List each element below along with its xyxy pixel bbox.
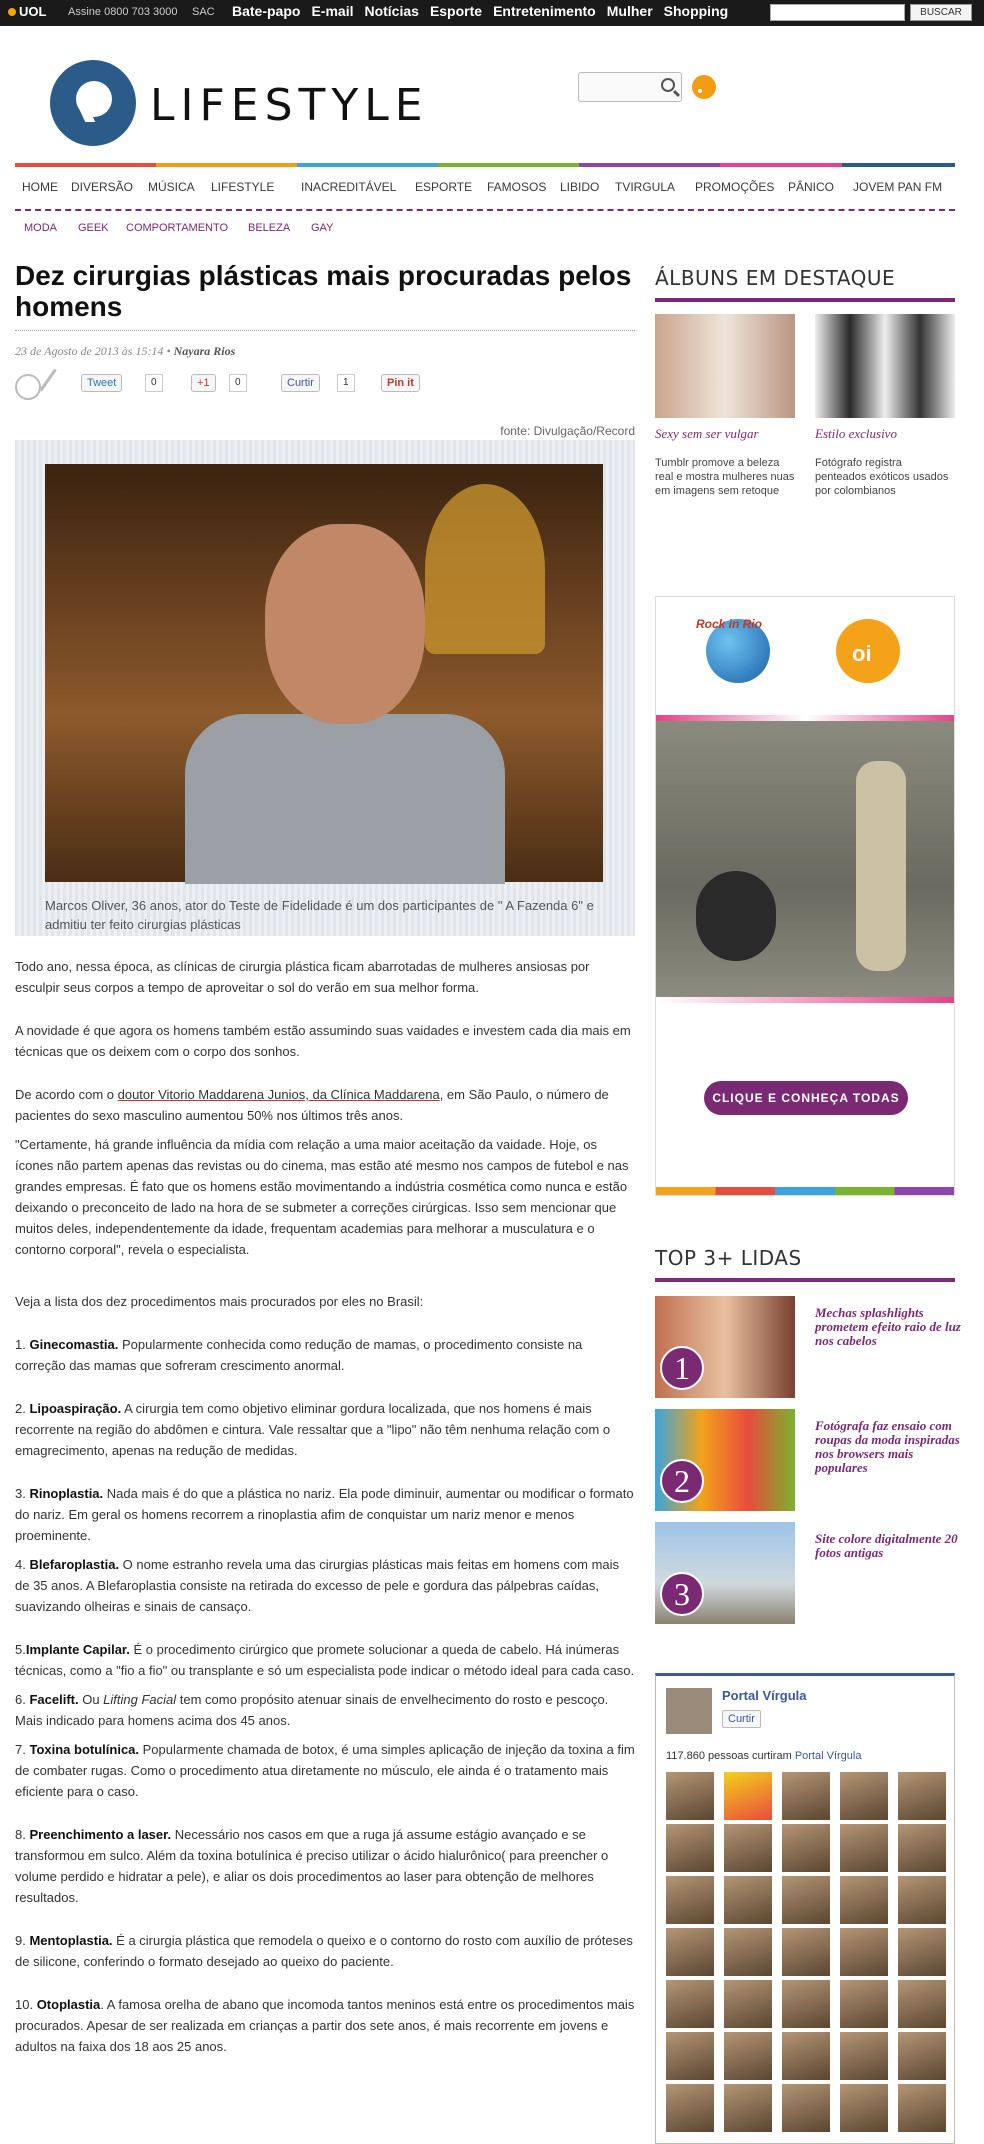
album-description: Fotógrafo registra penteados exóticos usados por colombianos xyxy=(815,457,949,497)
paragraph-text: De acordo com o xyxy=(15,1087,118,1102)
facebook-curtir-button[interactable]: Curtir xyxy=(722,1710,761,1728)
list-item xyxy=(15,1398,635,1461)
fan-avatar[interactable] xyxy=(898,1876,946,1924)
uol-phone[interactable]: Assine 0800 703 3000 xyxy=(68,6,178,18)
nav-color-rule xyxy=(15,163,955,167)
item-name: Implante Capilar. xyxy=(25,1642,130,1657)
nav-item-inacreditavel[interactable]: INACREDITÁVEL xyxy=(301,180,397,194)
rss-icon[interactable] xyxy=(692,75,716,99)
top3-heading-rule xyxy=(655,1278,955,1282)
lifestyle-logo-text[interactable]: LIFESTYLE xyxy=(150,80,429,131)
uol-nav-mulher[interactable]: Mulher xyxy=(606,3,653,19)
list-item xyxy=(15,1554,635,1617)
paragraph-text: , em São Paulo, o número de pacientes do sexo masculino aumentou 50% nos últimos três anos. xyxy=(15,1087,609,1123)
nav-item-famosos[interactable]: FAMOSOS xyxy=(487,180,547,194)
fan-avatar[interactable] xyxy=(782,1876,830,1924)
fan-avatar[interactable] xyxy=(840,1824,888,1872)
fan-avatar[interactable] xyxy=(782,1928,830,1976)
item-text: Popularmente conhecida como redução de mamas, o procedimento consiste na correção das mamas que sofreram crescimento anormal. xyxy=(15,1337,583,1373)
likes-count xyxy=(666,1750,861,1762)
uol-nav-esporte[interactable]: Esporte xyxy=(429,3,483,19)
title-divider xyxy=(15,330,635,331)
top3-rank: 1 xyxy=(660,1346,704,1390)
nav-item-panico[interactable]: PÂNICO xyxy=(788,180,835,194)
album-title[interactable]: Sexy sem ser vulgar xyxy=(655,426,759,441)
fan-avatar[interactable] xyxy=(724,1928,772,1976)
list-item xyxy=(15,1824,635,1908)
clinic-link[interactable]: doutor Vitorio Maddarena Junios, da Clínica Maddarena xyxy=(117,1087,440,1102)
fan-avatar[interactable] xyxy=(782,1980,830,2028)
item-name: Otoplastia xyxy=(36,1997,101,2012)
uol-nav xyxy=(232,3,739,19)
nav-item-tvirgula[interactable]: TVIRGULA xyxy=(615,180,676,194)
fan-avatar[interactable] xyxy=(782,1772,830,1820)
fan-avatar[interactable] xyxy=(666,1928,714,1976)
item-number: 6. xyxy=(15,1692,30,1707)
item-name: Preenchimento a laser. xyxy=(29,1827,172,1842)
uol-sac-link[interactable]: SAC xyxy=(192,6,215,18)
facebook-like-box xyxy=(655,1673,955,2144)
item-text: Nada mais é do que a plástica no nariz. Ela pode diminuir, aumentar ou modificar o formato do nariz. Em geral os homens recorrem a rinoplastia afim de conquistar um nariz menor e menos proeminente. xyxy=(15,1486,634,1543)
ad-concert-photo xyxy=(656,721,954,997)
paragraph: Todo ano, nessa época, as clínicas de cirurgia plástica ficam abarrotadas de mulheres ansiosas por esculpir seus corpos a tempo de aproveitar o sol do verão em sua melhor forma. xyxy=(15,959,590,995)
lifestyle-logo-icon[interactable] xyxy=(50,60,136,146)
list-item xyxy=(15,1930,635,1972)
facebook-like-button[interactable]: Curtir xyxy=(281,374,320,392)
fan-avatar[interactable] xyxy=(782,2084,830,2132)
item-text: A cirurgia tem como objetivo eliminar gordura localizada, que nos homens é mais recorrente na região do abdômen e cintura. Vale ressaltar que a "lipo" não têm nenhuma relação com o emagrecimento, apenas na redução de medidas. xyxy=(15,1401,611,1458)
fan-avatar[interactable] xyxy=(898,1980,946,2028)
likes-page-link[interactable]: Portal Vírgula xyxy=(794,1750,862,1762)
fan-avatar[interactable] xyxy=(840,1928,888,1976)
item-number: 5. xyxy=(15,1642,26,1657)
fan-avatar[interactable] xyxy=(782,2032,830,2080)
item-number: 4. xyxy=(15,1557,30,1572)
ad-band xyxy=(656,997,954,1003)
article-body xyxy=(15,956,635,2071)
list-item xyxy=(15,1639,635,1681)
nav-item-diversao[interactable]: DIVERSÃO xyxy=(71,180,134,194)
fan-avatar[interactable] xyxy=(782,1824,830,1872)
item-text: . A famosa orelha de abano que incomoda tantos meninos está entre os procedimentos mais procurados. Apesar de ser realizada em crianças a partir dos sete anos, é mais recorrente em jovens e adultos na faixa dos 18 aos 25 anos. xyxy=(15,1997,635,2054)
list-item xyxy=(15,1483,635,1546)
item-text: O nome estranho revela uma das cirurgias plásticas mais feitas em homens com mais de 35 anos. A Blefaroplastia consiste na retirada do excesso de pele e gordura das pálpebras caídas, suavizando olheiras e sinais de cansaço. xyxy=(15,1557,620,1614)
item-text: É a cirurgia plástica que remodela o queixo e o contorno do rosto com auxílio de próteses de silicone, conferindo o formato desejado ao queixo do paciente. xyxy=(15,1933,633,1969)
paragraph: "Certamente, há grande influência da mídia com relação a uma maior aceitação da vaidade. Hoje, os ícones não partem apenas das revistas ou do cinema, mas estão até mesmo nos campos de futebol e nas grandes empresas. É fato que os homens estão movimentando a indústria cosmética como nunca e estão deixando o preconceito de lado na hora de se submeter a correções cirúrgicas. Isso sem mencionar que muitos deles, independentemente da idade, frequentam academias para melhorar a musculatura e o contorno corporal", revela o especialista. xyxy=(15,1137,629,1257)
fan-avatar[interactable] xyxy=(666,2032,714,2080)
fan-avatar[interactable] xyxy=(898,1772,946,1820)
photo-statue xyxy=(425,484,545,654)
item-number: 2. xyxy=(15,1401,30,1416)
share-bar xyxy=(15,370,635,400)
nav-item-musica[interactable]: MÚSICA xyxy=(148,180,195,194)
uol-nav-entretenimento[interactable]: Entretenimento xyxy=(493,3,596,19)
fan-avatar[interactable] xyxy=(724,1772,772,1820)
pinit-button[interactable]: Pin it xyxy=(381,374,420,392)
nav-item-promocoes[interactable]: PROMOÇÕES xyxy=(695,180,775,194)
item-number: 8. xyxy=(15,1827,30,1842)
nav-item-jovem-pan-fm[interactable]: JOVEM PAN FM xyxy=(853,180,943,194)
albums-heading: ÁLBUNS EM DESTAQUE xyxy=(655,266,896,290)
uol-top-bar xyxy=(0,0,984,26)
uol-nav-noticias[interactable]: Notícias xyxy=(364,3,419,19)
oi-logo: oi xyxy=(852,641,872,666)
photo-source: fonte: Divulgação/Record xyxy=(500,424,635,438)
top3-heading: TOP 3+ LIDAS xyxy=(655,1246,802,1270)
item-text: Necessário nos casos em que a ruga já assume estágio avançado e se transformou em sulco. Além da toxina botulínica é preciso utilizar o ácido hialurônico( para preencher o volume perdido e hidratar a pele), e aliar os dois procedimentos ao laser para obtenção de melhores resultados. xyxy=(15,1827,609,1905)
fan-avatar[interactable] xyxy=(724,1876,772,1924)
item-name: Facelift. xyxy=(29,1692,79,1707)
tweet-count: 0 xyxy=(145,374,163,392)
fan-avatar[interactable] xyxy=(666,2084,714,2132)
uol-search-button[interactable]: BUSCAR xyxy=(910,4,972,21)
fan-avatar[interactable] xyxy=(840,1772,888,1820)
paragraph: A novidade é que agora os homens também estão assumindo suas vaidades e investem cada dia mais em técnicas que os deixem com o corpo dos sonhos. xyxy=(15,1023,631,1059)
primary-nav xyxy=(15,178,955,200)
album-thumb[interactable] xyxy=(815,314,955,418)
fan-avatar[interactable] xyxy=(840,1876,888,1924)
item-number: 7. xyxy=(15,1742,30,1757)
albums-heading-rule xyxy=(655,298,955,302)
fan-avatar[interactable] xyxy=(898,1928,946,1976)
rock-in-rio-logo: Rock in Rio xyxy=(696,617,763,631)
nav-item-home[interactable]: HOME xyxy=(22,180,58,194)
tweet-button[interactable]: Tweet xyxy=(81,374,122,392)
article-photo-frame xyxy=(15,440,635,936)
link-icon[interactable] xyxy=(39,369,70,402)
fan-avatar[interactable] xyxy=(724,1980,772,2028)
top3-title[interactable]: Site colore digitalmente 20 fotos antigas xyxy=(815,1531,958,1560)
likes-count-text: 117.860 pessoas curtiram xyxy=(666,1750,795,1762)
nav-item-esporte[interactable]: ESPORTE xyxy=(415,180,473,194)
album-title[interactable]: Estilo exclusivo xyxy=(815,426,897,441)
fan-avatar[interactable] xyxy=(840,2084,888,2132)
ad-color-band xyxy=(656,1187,954,1195)
fan-avatar[interactable] xyxy=(840,2032,888,2080)
facebook-like-count: 1 xyxy=(337,374,355,392)
drum-kit xyxy=(696,871,776,961)
ad-cta-button[interactable]: CLIQUE E CONHEÇA TODAS xyxy=(704,1081,908,1115)
top3-rank: 2 xyxy=(660,1459,704,1503)
item-name: Toxina botulínica. xyxy=(29,1742,140,1757)
item-name: Ginecomastia. xyxy=(29,1337,119,1352)
uol-nav-email[interactable]: E-mail xyxy=(311,3,354,19)
fan-avatar[interactable] xyxy=(724,2032,772,2080)
uol-logo[interactable] xyxy=(8,4,46,19)
top3-title[interactable]: Fotógrafa faz ensaio com roupas da moda inspiradas nos browsers mais populares xyxy=(815,1418,960,1475)
fan-avatar[interactable] xyxy=(666,1980,714,2028)
gplus-count: 0 xyxy=(229,374,247,392)
top3-title[interactable]: Mechas splashlights prometem efeito raio de luz nos cabelos xyxy=(815,1305,961,1348)
uol-logo-text: UOL xyxy=(19,4,47,19)
nav-divider xyxy=(15,209,955,211)
search-icon[interactable] xyxy=(661,78,675,92)
singer-figure xyxy=(856,761,906,971)
item-emphasis: Lifting Facial xyxy=(103,1692,177,1707)
item-text: Ou xyxy=(78,1692,104,1707)
nav-item-lifestyle[interactable]: LIFESTYLE xyxy=(211,180,275,194)
photo-face xyxy=(265,524,425,724)
item-name: Lipoaspiração. xyxy=(29,1401,122,1416)
photo-shirt xyxy=(185,714,505,884)
item-number: 9. xyxy=(15,1933,30,1948)
gplus-button[interactable]: +1 xyxy=(191,374,216,392)
paragraph: Veja a lista dos dez procedimentos mais procurados por eles no Brasil: xyxy=(15,1294,424,1309)
article-title: Dez cirurgias plásticas mais procuradas pelos homens xyxy=(15,260,632,322)
item-text: É o procedimento cirúrgico que promete solucionar a queda de cabelo. Há inúmeras técnicas, como a "fio a fio" ou transplante e só um especialista pode indicar o método ideal para cada caso. xyxy=(15,1642,635,1678)
subnav-item-geek[interactable]: GEEK xyxy=(78,222,109,234)
item-number: 3. xyxy=(15,1486,30,1501)
article-photo xyxy=(45,464,603,882)
uol-nav-bate-papo[interactable]: Bate-papo xyxy=(232,3,301,19)
list-item xyxy=(15,1994,635,2057)
subnav-item-comportamento[interactable]: COMPORTAMENTO xyxy=(126,222,229,234)
photo-caption: Marcos Oliver, 36 anos, ator do Teste de Fidelidade é um dos participantes de " A Fazenda 6" e admitiu ter feito cirurgias plásticas xyxy=(45,898,594,932)
album-thumb[interactable] xyxy=(655,314,795,418)
top3-rank: 3 xyxy=(660,1572,704,1616)
header-search-input[interactable] xyxy=(578,72,682,102)
ad-banner[interactable] xyxy=(655,596,955,1196)
email-icon[interactable] xyxy=(15,374,41,400)
item-number: 10. xyxy=(15,1997,37,2012)
list-item xyxy=(15,1689,635,1731)
fan-avatar[interactable] xyxy=(666,1772,714,1820)
subnav-item-beleza[interactable]: BELEZA xyxy=(248,222,291,234)
fan-avatar[interactable] xyxy=(898,2032,946,2080)
secondary-nav xyxy=(15,222,415,242)
fan-faces-grid xyxy=(666,1772,946,2142)
nav-item-libido[interactable]: LIBIDO xyxy=(560,180,600,194)
fan-avatar[interactable] xyxy=(724,2084,772,2132)
fan-avatar[interactable] xyxy=(840,1980,888,2028)
page-avatar[interactable] xyxy=(666,1688,712,1734)
subnav-item-gay[interactable]: GAY xyxy=(311,222,334,234)
item-name: Blefaroplastia. xyxy=(29,1557,120,1572)
article-date: 23 de Agosto de 2013 às 15:14 xyxy=(15,344,164,358)
item-name: Mentoplastia. xyxy=(29,1933,113,1948)
uol-logo-icon xyxy=(8,8,16,16)
fan-avatar[interactable] xyxy=(666,1824,714,1872)
fan-avatar[interactable] xyxy=(666,1876,714,1924)
uol-nav-shopping[interactable]: Shopping xyxy=(663,3,729,19)
article-author[interactable]: Nayara Rios xyxy=(173,344,236,358)
item-number: 1. xyxy=(15,1337,30,1352)
item-name: Rinoplastia. xyxy=(29,1486,104,1501)
article-meta: 23 de Agosto de 2013 às 15:14 • Nayara Rios xyxy=(15,344,236,358)
list-item xyxy=(15,1334,635,1376)
fan-avatar[interactable] xyxy=(898,2084,946,2132)
item-text: Popularmente chamada de botox, é uma simples aplicação de injeção da toxina a fim de combater rugas. Como o procedimento atua diretamente no músculo, ele ainda é o tratamento mais eficiente para o caso. xyxy=(15,1742,635,1799)
fan-avatar[interactable] xyxy=(724,1824,772,1872)
list-item xyxy=(15,1739,635,1802)
subnav-item-moda[interactable]: MODA xyxy=(24,222,57,234)
album-description: Tumblr promove a beleza real e mostra mulheres nuas em imagens sem retoque xyxy=(655,457,795,497)
page-name-link[interactable]: Portal Vírgula xyxy=(722,1688,807,1703)
paragraph xyxy=(15,1084,635,1126)
fan-avatar[interactable] xyxy=(898,1824,946,1872)
uol-search-input[interactable] xyxy=(770,4,905,21)
item-text: tem como propósito atenuar sinais de envelhecimento do rosto e pescoço. Mais indicado para homens acima dos 45 anos. xyxy=(15,1692,609,1728)
